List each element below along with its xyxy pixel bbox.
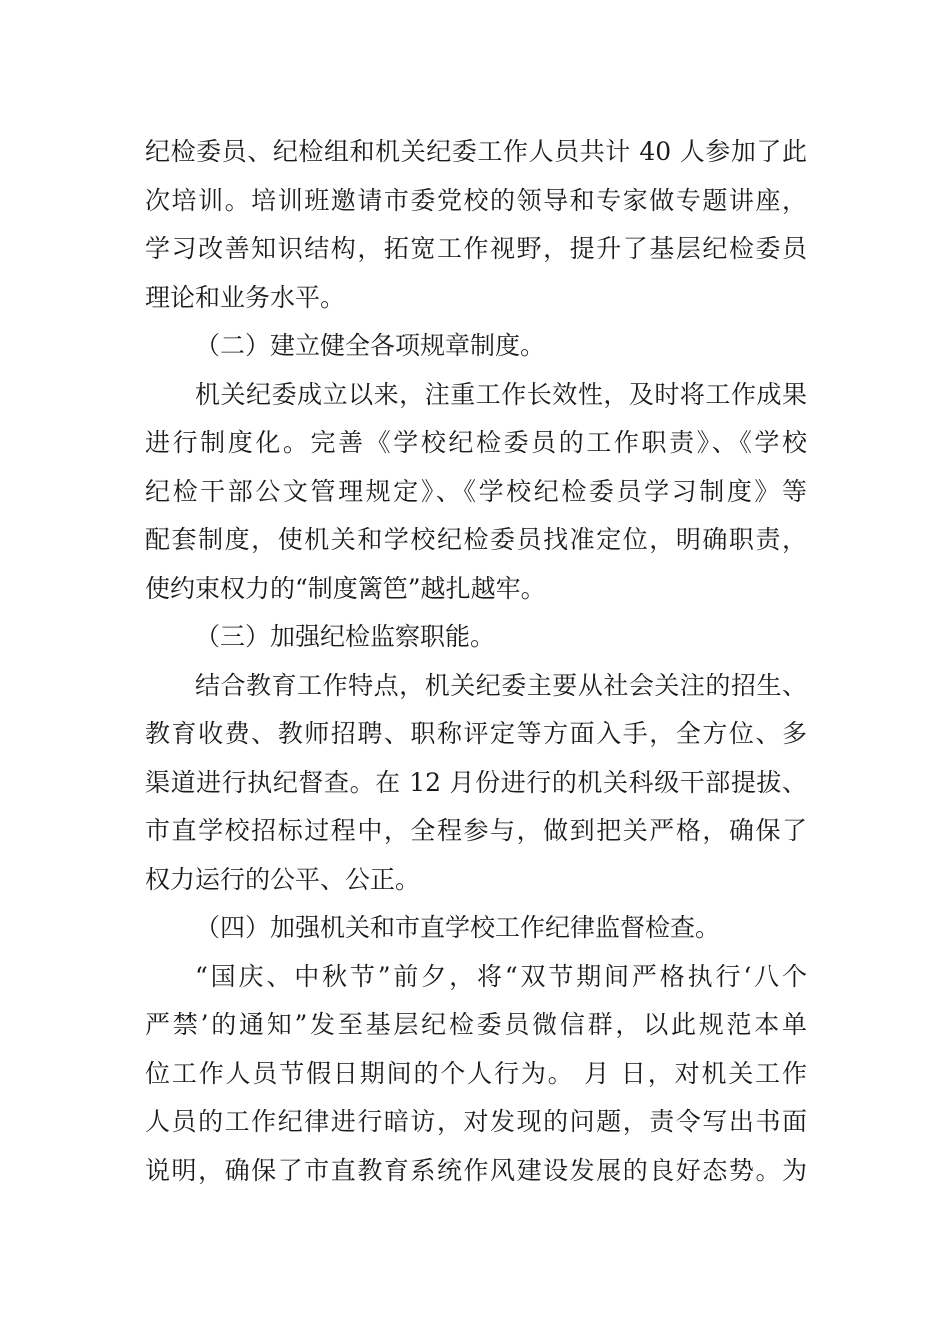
text-line: 次培训。培训班邀请市委党校的领导和专家做专题讲座， xyxy=(145,185,807,215)
text-line: 使约束权力的“制度篱笆”越扎越牢。 xyxy=(145,573,546,603)
text-line: 市直学校招标过程中，全程参与，做到把关严格，确保了 xyxy=(145,816,807,845)
text-line: 纪检干部公文管理规定》、《学校纪检委员学习制度》等 xyxy=(145,476,807,506)
text-line: 权力运行的公平、公正。 xyxy=(145,864,421,894)
section-heading: （三）加强纪检监察职能。 xyxy=(195,622,496,651)
text-line: 纪检委员、纪检组和机关纪委工作人员共计 40 人参加了此 xyxy=(145,137,807,166)
text-line: 说明，确保了市直教育系统作风建设发展的良好态势。为 xyxy=(145,1155,807,1185)
text-line: 理论和业务水平。 xyxy=(145,282,346,312)
text-line: 机关纪委成立以来，注重工作长效性，及时将工作成果 xyxy=(195,379,807,409)
section-heading: （二）建立健全各项规章制度。 xyxy=(195,331,546,360)
text-line: 位工作人员节假日期间的个人行为。 月 日，对机关工作 xyxy=(145,1058,807,1088)
text-line: 进行制度化。完善《学校纪检委员的工作职责》、《学校 xyxy=(145,428,807,457)
text-line: 教育收费、教师招聘、职称评定等方面入手，全方位、多 xyxy=(145,719,807,748)
document-body xyxy=(145,128,807,1195)
text-line: “国庆、中秋节”前夕，将“双节期间严格执行‘八个 xyxy=(195,961,807,991)
text-line: 人员的工作纪律进行暗访，对发现的问题，责令写出书面 xyxy=(145,1107,807,1136)
text-line: 学习改善知识结构，拓宽工作视野，提升了基层纪检委员 xyxy=(145,234,807,263)
text-line: 渠道进行执纪督查。在 12 月份进行的机关科级干部提拔、 xyxy=(145,767,807,797)
text-line: 结合教育工作特点，机关纪委主要从社会关注的招生、 xyxy=(195,670,807,700)
section-heading: （四）加强机关和市直学校工作纪律监督检查。 xyxy=(195,913,721,942)
text-line: 严禁’的通知”发至基层纪检委员微信群，以此规范本单 xyxy=(145,1010,807,1039)
text-line: 配套制度，使机关和学校纪检委员找准定位，明确职责， xyxy=(145,525,807,554)
